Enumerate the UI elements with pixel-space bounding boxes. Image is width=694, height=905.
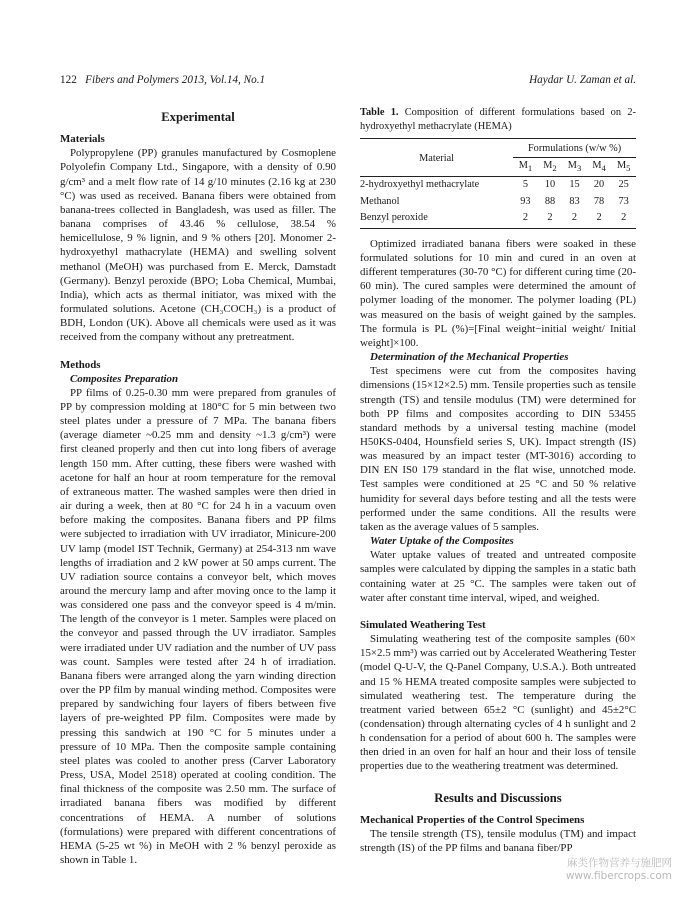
table-cell: 2 bbox=[611, 210, 636, 229]
table-cell: 15 bbox=[569, 179, 580, 191]
table-row bbox=[360, 210, 636, 229]
table-cell: 2 bbox=[538, 210, 563, 229]
column-header-formulations: Formulations (w/w %) bbox=[513, 139, 636, 158]
column-header-formulation bbox=[562, 158, 587, 177]
left-column bbox=[60, 106, 336, 867]
watermark bbox=[566, 857, 672, 883]
formulation-index: 3 bbox=[576, 163, 582, 174]
right-column bbox=[360, 106, 636, 855]
table-caption bbox=[360, 106, 636, 133]
table-cell: 83 bbox=[569, 195, 580, 207]
table-label: Table 1. bbox=[360, 107, 399, 118]
formulation-letter: M bbox=[616, 160, 627, 172]
heading-simulated-weathering: Simulated Weathering Test bbox=[360, 618, 486, 631]
heading-water-uptake: Water Uptake of the Composites bbox=[370, 535, 514, 548]
table-cell: 88 bbox=[544, 195, 556, 207]
table-cell: 25 bbox=[618, 179, 629, 191]
column-header-formulation bbox=[611, 158, 636, 177]
journal-citation: Fibers and Polymers 2013, Vol.14, No.1 bbox=[85, 74, 266, 86]
section-title-results: Results and Discussions bbox=[434, 790, 562, 805]
materials-paragraph: Polypropylene (PP) granules manufactured by Cosmoplene Polyolefin Company Ltd., Singapore, with a density of 0.90 g/cm³ and a melt flow rate of 14 g/10 minutes (2.16 kg at 230 °C) was used as received. Banana fibers were obtained from banana-trees collected in Bangladesh, was used as filler. The banana comprises of 43.46 % cellulose, 38.54 % hemicellulose, 9 % lignin, and 9 % others [20]. Monomer 2-hydroxyethyl mathacrylate (HEMA) and swelling solvent methanol (MeOH) was purchased from E. Merck, Damstadt (Germany). Benzyl peroxide (BPO; Loba Chemical, Mumbai, India), which acts as thermal initiator, was mixed with the formulated solutions. Acetone (CH₃COCH₃) is a product of BDH, London (UK). Above all chemicals were used as it was received from the company without any pretreatment. bbox=[60, 147, 336, 344]
column-header-material: Material bbox=[360, 139, 513, 177]
heading-mechanical-control: Mechanical Properties of the Control Specimens bbox=[360, 813, 585, 826]
row-label: 2-hydroxyethyl methacrylate bbox=[360, 179, 480, 191]
column-header-formulation bbox=[513, 158, 538, 177]
running-header bbox=[60, 74, 636, 88]
composites-preparation-paragraph: PP films of 0.25-0.30 mm were prepared from granules of PP by compression molding at 180°C for 5 min between two steel plates under a pressure of 7 MPa. The banana fibers (average diameter ~0.25 mm and density ~1.3 g/cm³) were first cleaned properly and then cut into long fibers of average length 150 mm. After cutting, these fibers were washed with acetone for half an hour at room temperature for the removal of extraneous matter. The washed samples were then dried in air during a week, then at 80 °C for 24 h in a vacuum oven before making the composites. Banana fibers and PP films were subjected to irradiation with UV irradiator, Minicure-200 UV lamp (model IST Technik, Germany) at 254-313 nm wave lengths of irradiation and 2 kW power at 50 amps current. The UV radiation source contains a conveyor belt, which moves around the mercury lamp and after moving once to the lamp it was considered one pass and the conveyor speed is 4 m/min. The length of the conveyor is 1 meter. Samples were placed on the conveyor and passed through the UV irradiator. Samples were irradiated under UV radiation and the number of UV pass was count. Samples were tested after 24 h of irradiation. Banana fibers were arranged along the yarn winding direction over the PP film by manual winding method. Composites were prepared by sandwiching four layers of fibers between five layers of pre-weighted PP film. Composites were made by pressing this sandwich at 190 °C for 5 minutes under a pressure of 10 MPa. Then the composite sample containing steel plates was cooled to another press (Carver Laboratory Press, USA, Model 2518) operated at cooling condition. The final thickness of the composite was 2.50 mm. The surface of irradiated banana fibers was modified by different concentrations of HEMA. A number of solutions (formulations) were prepared with different concentrations of HEMA (5-25 wt %) in MeOH with 2 % benzyl peroxide as shown in Table 1. bbox=[60, 386, 336, 866]
formulation-index: 2 bbox=[552, 163, 557, 174]
formulation-index: 4 bbox=[601, 163, 606, 174]
running-author: Haydar U. Zaman et al. bbox=[529, 74, 636, 86]
formulation-letter: M bbox=[518, 160, 528, 172]
table-cell: 2 bbox=[562, 210, 587, 229]
table-cell: 10 bbox=[544, 179, 556, 191]
table-cell: 73 bbox=[618, 195, 629, 207]
table-cell: 2 bbox=[513, 210, 538, 229]
table-cell: 5 bbox=[522, 179, 528, 191]
table-cell: 78 bbox=[593, 195, 605, 207]
formulation-index: 1 bbox=[527, 163, 533, 174]
optimized-paragraph: Optimized irradiated banana fibers were soaked in these formulated solutions for 10 min and cured in an oven at different temperatures (30-70 °C) for different curing time (20-60 min). The cured samples were determined the amount of polymer loading of the monomer. The polymer loading (PL) was measured on the basis of weight gained by the samples. The formula is PL (%)=[Final weight−initial weight/ Initial weight]×100. bbox=[360, 237, 636, 349]
column-header-formulation bbox=[538, 158, 563, 177]
table-row bbox=[360, 194, 636, 210]
watermark-line-1: 麻类作物营养与施肥网 bbox=[567, 857, 672, 869]
formulation-letter: M bbox=[543, 160, 553, 172]
row-label: Methanol bbox=[360, 195, 400, 207]
table-row bbox=[360, 177, 636, 194]
formulation-letter: M bbox=[567, 160, 577, 172]
heading-mechanical-determination: Determination of the Mechanical Properties bbox=[370, 351, 569, 364]
row-label: Benzyl peroxide bbox=[360, 210, 513, 229]
formulation-table bbox=[360, 138, 636, 229]
table-cell: 93 bbox=[520, 195, 531, 207]
table-cell: 20 bbox=[593, 179, 605, 191]
watermark-line-2: www.fibercrops.com bbox=[565, 870, 672, 882]
section-title-experimental: Experimental bbox=[161, 110, 235, 124]
table-cell: 2 bbox=[587, 210, 612, 229]
page-number: 122 bbox=[60, 74, 77, 86]
mechanical-determination-paragraph: Test specimens were cut from the composites having dimensions (15×12×2.5) mm. Tensile properties such as tensile strength (TS) and tensile modulus (TM) were determined for both PP films and composites according to DIN 53455 standard methods by a universal testing machine (model H50KS-0404, Hounsfield series S, UK). Impact strength (IS) was measured by an impact tester (MT-3016) according to DIN EN IS0 179 standard in the flat wise, unnotched mode. Test samples were conditioned at 25 °C and 50 % relative humidity for several days before testing and all the tests were performed under the same conditions. All the results were taken as the average values of 5 samples. bbox=[360, 365, 636, 533]
heading-composites-preparation: Composites Preparation bbox=[70, 372, 179, 385]
water-uptake-paragraph: Water uptake values of treated and untreated composite samples were calculated by dipping the samples in a static bath containing water at 25 °C. The samples were taken out of water after constant time interval, wiped, and weighed. bbox=[360, 549, 636, 604]
formulation-letter: M bbox=[592, 160, 602, 172]
column-header-formulation bbox=[587, 158, 612, 177]
heading-materials: Materials bbox=[60, 133, 105, 146]
formulation-index: 5 bbox=[626, 163, 631, 174]
heading-methods: Methods bbox=[60, 358, 101, 371]
simulated-weathering-paragraph: Simulating weathering test of the composite samples (60× 15×2.5 mm³) was carried out by Accelerated Weathering Tester (model Q-U-V, the Q-Panel Company, U.S.A.). Both untreated and 15 % HEMA treated composite samples were subjected to simulated weathering test. The temperature during the treatment varied between 65±2 °C (sunlight) and 45±2°C (condensation) through alternating cycles of 4 h sunlight and 2 h condensation for a period of about 600 h. The samples were then dried in an oven for half an hour and their loss of tensile properties due to the weathering treatment was determined. bbox=[360, 633, 636, 773]
mechanical-control-paragraph: The tensile strength (TS), tensile modulus (TM) and impact strength (IS) of the PP films and banana fiber/PP bbox=[360, 827, 636, 855]
table-caption-text: Composition of different formulations based on 2-hydroxyethyl methacrylate (HEMA) bbox=[360, 107, 636, 132]
